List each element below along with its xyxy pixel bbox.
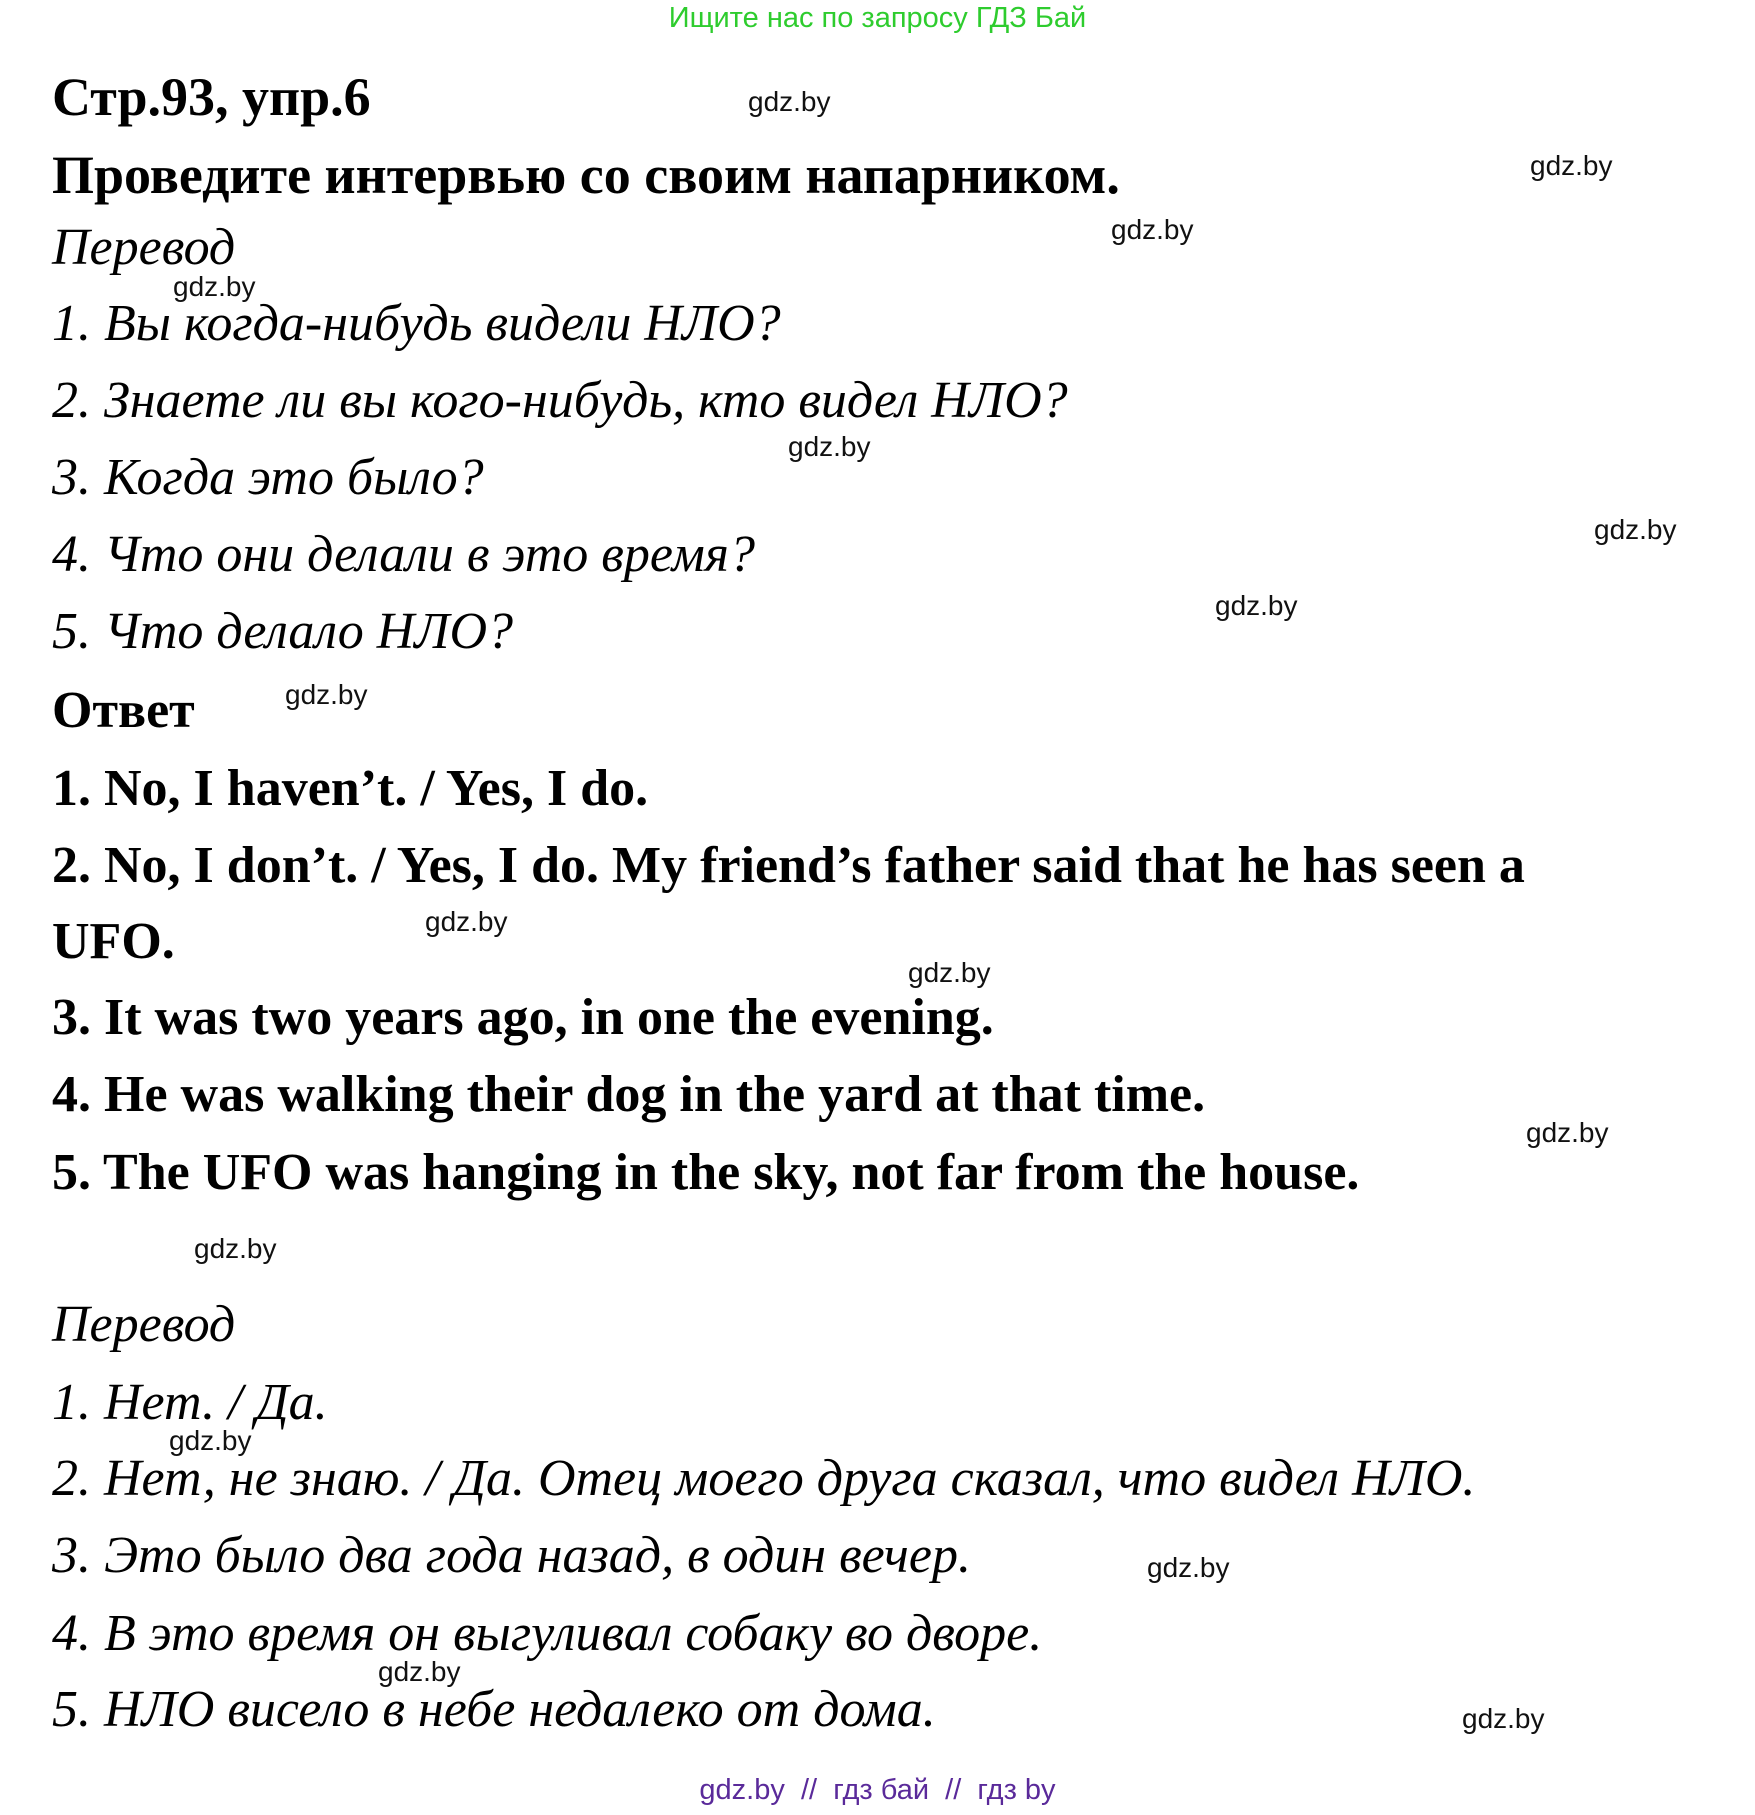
answer-2: 2. No, I don’t. / Yes, I do. My friend’s father said that he has seen a (52, 837, 1525, 894)
question-5: 5. Что делало НЛО? (52, 603, 514, 660)
answer-3: 3. It was two years ago, in one the evening. (52, 989, 994, 1046)
answer-translation-2: 2. Нет, не знаю. / Да. Отец моего друга сказал, что видел НЛО. (52, 1450, 1476, 1507)
watermark: gdz.by (1147, 1552, 1230, 1583)
answer-translation-3: 3. Это было два года назад, в один вечер. (52, 1527, 971, 1584)
translation-heading: Перевод (52, 1296, 236, 1353)
watermark: gdz.by (378, 1656, 461, 1687)
answer-1: 1. No, I haven’t. / Yes, I do. (52, 760, 649, 817)
watermark: gdz.by (285, 679, 368, 710)
answer-translation-1: 1. Нет. / Да. (52, 1374, 328, 1431)
answer-translation-5: 5. НЛО висело в небе недалеко от дома. (52, 1681, 936, 1738)
translation-heading: Перевод (52, 219, 236, 276)
answer-2-cont: UFO. (52, 913, 175, 970)
watermark: gdz.by (908, 957, 991, 988)
watermark: gdz.by (748, 86, 831, 117)
answer-heading: Ответ (52, 682, 195, 739)
question-4: 4. Что они делали в это время? (52, 526, 755, 583)
watermark: gdz.by (173, 271, 256, 302)
watermark: gdz.by (1530, 150, 1613, 181)
watermark: gdz.by (169, 1425, 252, 1456)
watermark: gdz.by (1111, 214, 1194, 245)
page-title: Стр.93, упр.6 (52, 67, 371, 127)
answer-translation-4: 4. В это время он выгуливал собаку во дворе. (52, 1605, 1043, 1662)
question-1: 1. Вы когда-нибудь видели НЛО? (52, 295, 781, 352)
watermark: gdz.by (425, 906, 508, 937)
answer-4: 4. He was walking their dog in the yard at that time. (52, 1066, 1206, 1123)
question-2: 2. Знаете ли вы кого-нибудь, кто видел НЛО? (52, 372, 1068, 429)
question-3: 3. Когда это было? (52, 449, 484, 506)
footer-links[interactable]: gdz.by // гдз бай // гдз by (699, 1774, 1056, 1806)
answer-5: 5. The UFO was hanging in the sky, not far from the house. (52, 1144, 1360, 1201)
watermark: gdz.by (194, 1233, 277, 1264)
watermark: gdz.by (1526, 1117, 1609, 1148)
watermark: gdz.by (788, 431, 871, 462)
watermark: gdz.by (1215, 590, 1298, 621)
watermark: gdz.by (1594, 514, 1677, 545)
watermark: gdz.by (1462, 1703, 1545, 1734)
header-banner[interactable]: Ищите нас по запросу ГДЗ Бай (668, 2, 1087, 34)
task-text: Проведите интервью со своим напарником. (52, 145, 1120, 205)
